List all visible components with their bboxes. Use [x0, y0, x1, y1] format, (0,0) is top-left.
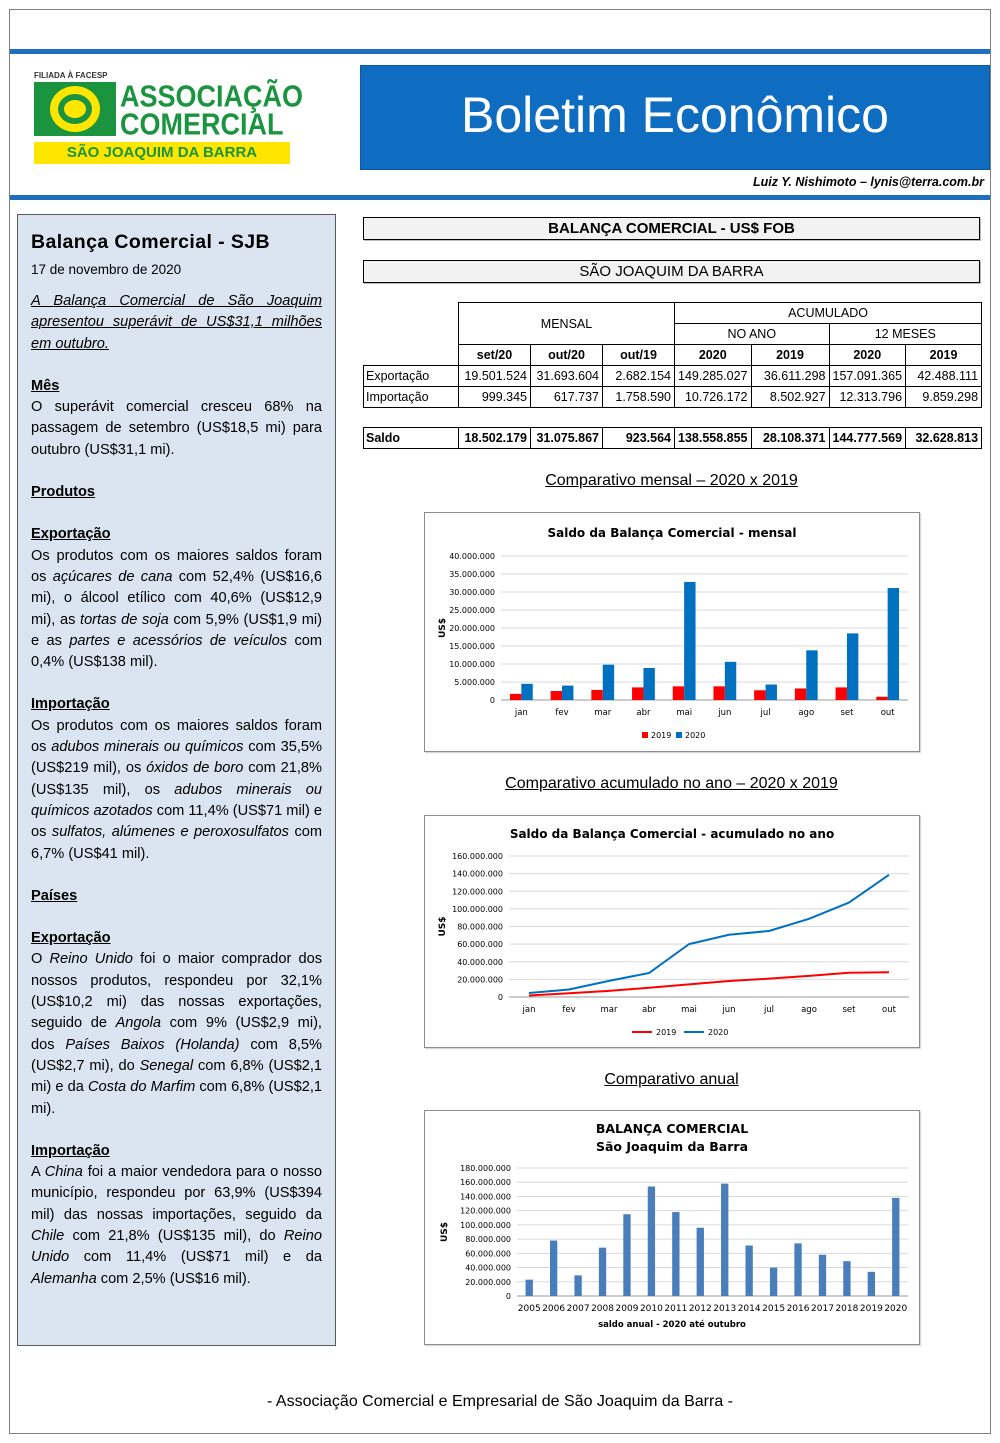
y-axis-label: US$: [438, 916, 448, 937]
bar-2019-mai: [673, 686, 684, 700]
article-title: Balança Comercial - SJB: [31, 231, 270, 253]
trade-balance-table: [363, 302, 982, 449]
y-tick-label: 20.000.000: [449, 624, 495, 633]
table-cell: 28.108.371: [751, 428, 829, 449]
bar-2019-ago: [795, 688, 806, 700]
article-intro: A Balança Comercial de São Joaquim apresentou superávit de US$31,1 milhões em outubro.: [31, 293, 322, 352]
heading-exportacao-produtos: Exportação: [31, 526, 111, 543]
header-acumulado: ACUMULADO: [675, 303, 982, 324]
bar-saldo-2015: [770, 1268, 777, 1296]
paragraph-importacao-paises: A China foi a maior vendedora para o nosso município, respondeu por 63,9% (US$394 mil) das nossas importações, seguido da Chile com 21,8% (US$135 mil), do Reino Unido com 11,4% (US$71 mil) e da Alemanha com 2,5% (US$16 mil).: [31, 1164, 322, 1287]
table-cell: 617.737: [531, 387, 603, 408]
bar-2020-abr: [643, 668, 654, 700]
heading-importacao-produtos: Importação: [31, 696, 110, 713]
bar-saldo-2010: [648, 1186, 655, 1296]
y-tick-label: 20.000.000: [465, 1277, 511, 1287]
x-tick-label: 2016: [786, 1304, 810, 1314]
table-cell: 923.564: [603, 428, 675, 449]
heading-paises: Países: [31, 887, 78, 904]
bar-2020-ago: [806, 650, 817, 700]
table-row: [364, 387, 982, 408]
x-axis-label: saldo anual - 2020 até outubro: [598, 1320, 746, 1330]
header-12-meses: 12 MESES: [829, 324, 982, 345]
column-header: out/19: [603, 345, 675, 366]
y-tick-label: 60.000.000: [457, 940, 503, 950]
x-tick-label: set: [840, 708, 854, 718]
table-cell: 9.859.298: [906, 387, 982, 408]
table-cell: 157.091.365: [829, 366, 906, 387]
bar-2020-jun: [725, 662, 736, 700]
chart-title: Saldo da Balança Comercial - acumulado no ano: [509, 827, 835, 841]
table-cell: 31.075.867: [531, 428, 603, 449]
top-rule: [10, 49, 990, 54]
y-tick-label: 160.000.000: [452, 852, 503, 861]
table-cell: 1.758.590: [603, 387, 675, 408]
x-tick-label: 2011: [664, 1304, 688, 1314]
x-tick-label: 2010: [639, 1304, 663, 1314]
bar-2019-set: [836, 687, 847, 700]
section-title-acumulado: Comparativo acumulado no ano – 2020 x 2019: [505, 775, 838, 792]
bar-saldo-2005: [526, 1280, 533, 1296]
x-tick-label: jul: [763, 1005, 775, 1015]
bar-2019-jun: [713, 686, 724, 700]
x-tick-label: mai: [681, 1005, 697, 1015]
x-tick-label: 2006: [542, 1304, 566, 1314]
y-tick-label: 160.000.000: [460, 1178, 511, 1188]
x-tick-label: mar: [600, 1005, 618, 1015]
table-cell: 36.611.298: [751, 366, 829, 387]
bar-saldo-2008: [599, 1248, 606, 1296]
bar-saldo-2009: [623, 1214, 630, 1296]
bar-2019-jan: [510, 694, 521, 700]
logo-word-comercial: COMERCIAL: [120, 107, 284, 142]
logo-city-bar: SÃO JOAQUIM DA BARRA: [34, 142, 290, 164]
chart-subtitle: São Joaquim da Barra: [595, 1139, 749, 1154]
chart-monthly: [424, 512, 920, 752]
paragraph-exportacao-paises: O Reino Unido foi o maior comprador dos nossos produtos, respondeu por 32,1% (US$10,2 mi) das nossas exportações, seguido de Angola com 9% (US$2,9 mi), dos Países Baixos (Holanda) com 8,5% (US$2,7 mi), do Senegal com 6,8% (US$2,1 mi) e da Costa do Marfim com 6,8% (US$2,1 mi).: [31, 951, 322, 1117]
x-tick-label: jun: [718, 708, 732, 718]
x-tick-label: 2019: [859, 1304, 883, 1314]
heading-mes: Mês: [31, 377, 60, 394]
table-cell: 149.285.027: [675, 366, 752, 387]
legend-label: 2020: [685, 731, 706, 740]
x-tick-label: 2013: [713, 1304, 737, 1314]
x-tick-label: out: [882, 1005, 896, 1015]
x-tick-label: 2015: [762, 1304, 786, 1314]
x-tick-label: 2008: [591, 1304, 614, 1314]
bar-2020-jan: [521, 684, 532, 700]
legend-label: 2019: [651, 731, 672, 740]
x-tick-label: fev: [562, 1005, 576, 1015]
y-tick-label: 15.000.000: [449, 642, 495, 651]
legend-label: 2020: [708, 1028, 729, 1037]
column-header: 2019: [751, 345, 829, 366]
bar-saldo-2020: [892, 1198, 899, 1296]
y-tick-label: 140.000.000: [460, 1192, 511, 1202]
bar-2019-abr: [632, 687, 643, 700]
x-tick-label: ago: [798, 708, 815, 718]
chart-monthly-svg: [425, 513, 919, 751]
x-tick-label: 2020: [884, 1304, 908, 1314]
table-cell: 999.345: [459, 387, 531, 408]
association-logo: [34, 68, 304, 168]
y-tick-label: 35.000.000: [449, 570, 495, 579]
paragraph-mes: O superávit comercial cresceu 68% na passagem de setembro (US$18,5 mi) para outubro (US$31,1 mi).: [31, 399, 322, 458]
x-tick-label: jul: [760, 708, 771, 718]
article-panel: [17, 214, 336, 1346]
x-tick-label: 2005: [517, 1304, 541, 1314]
table-subtitle: SÃO JOAQUIM DA BARRA: [363, 260, 980, 283]
table-cell: 8.502.927: [751, 387, 829, 408]
bar-2020-set: [847, 633, 858, 700]
bulletin-title: Boletim Econômico: [360, 65, 990, 170]
row-label: Importação: [364, 387, 459, 408]
y-tick-label: 0: [505, 1292, 511, 1301]
section-title-mensal: Comparativo mensal – 2020 x 2019: [545, 472, 798, 489]
y-axis-label: US$: [438, 617, 448, 639]
page-footer: - Associação Comercial e Empresarial de São Joaquim da Barra -: [267, 1393, 733, 1410]
bar-2020-fev: [562, 686, 573, 700]
y-tick-label: 40.000.000: [457, 957, 503, 967]
y-tick-label: 0: [489, 696, 495, 705]
y-axis-label: US$: [440, 1221, 450, 1243]
bar-saldo-2006: [550, 1241, 557, 1296]
x-tick-label: abr: [641, 1005, 657, 1015]
chart-annual: [424, 1110, 920, 1345]
bar-saldo-2012: [697, 1228, 704, 1296]
y-tick-label: 80.000.000: [457, 922, 503, 932]
y-tick-label: 20.000.000: [457, 975, 503, 985]
legend-swatch-2019: [642, 732, 648, 738]
bar-saldo-2014: [745, 1246, 752, 1296]
chart-cumulative: [424, 815, 920, 1048]
bar-2020-mai: [684, 582, 695, 700]
table-row-saldo: [364, 428, 982, 449]
y-tick-label: 5.000.000: [454, 678, 495, 687]
logo-word-associacao: ASSOCIAÇÃO: [120, 79, 304, 114]
header-mensal: MENSAL: [459, 303, 675, 345]
bar-saldo-2017: [819, 1255, 826, 1296]
y-tick-label: 120.000.000: [452, 887, 503, 897]
header-no-ano: NO ANO: [675, 324, 830, 345]
logo-mark-icon: [34, 82, 116, 136]
y-tick-label: 25.000.000: [449, 606, 495, 615]
x-tick-label: 2014: [737, 1304, 761, 1314]
article-date: 17 de novembro de 2020: [31, 262, 182, 277]
column-header: set/20: [459, 345, 531, 366]
table-cell: 31.693.604: [531, 366, 603, 387]
table-row: [364, 366, 982, 387]
chart-annual-svg: [425, 1111, 919, 1344]
chart-cumulative-svg: [425, 816, 919, 1047]
bar-saldo-2016: [794, 1243, 801, 1296]
table-cell: 12.313.796: [829, 387, 906, 408]
bar-2019-out: [876, 697, 887, 700]
table-cell: 138.558.855: [675, 428, 752, 449]
y-tick-label: 30.000.000: [449, 588, 495, 597]
bar-saldo-2011: [672, 1212, 679, 1296]
table-title: BALANÇA COMERCIAL - US$ FOB: [363, 217, 980, 240]
section-title-anual: Comparativo anual: [604, 1071, 739, 1088]
y-tick-label: 0: [497, 993, 503, 1002]
author-credit: Luiz Y. Nishimoto – lynis@terra.com.br: [753, 175, 984, 189]
x-tick-label: ago: [801, 1005, 817, 1015]
column-header: 2019: [906, 345, 982, 366]
column-header: 2020: [829, 345, 906, 366]
bar-saldo-2019: [868, 1272, 875, 1296]
bar-2019-fev: [551, 691, 562, 700]
header-rule: [10, 195, 990, 200]
bar-2019-jul: [754, 690, 765, 700]
x-tick-label: abr: [636, 708, 651, 718]
line-series-2020: [529, 875, 889, 993]
x-tick-label: jan: [514, 708, 528, 718]
y-tick-label: 100.000.000: [460, 1220, 511, 1230]
x-tick-label: jan: [522, 1005, 536, 1015]
y-tick-label: 100.000.000: [452, 904, 503, 914]
x-tick-label: jun: [722, 1005, 736, 1015]
table-cell: 19.501.524: [459, 366, 531, 387]
y-tick-label: 60.000.000: [465, 1249, 511, 1259]
y-tick-label: 40.000.000: [449, 552, 495, 561]
y-tick-label: 10.000.000: [449, 660, 495, 669]
x-tick-label: 2009: [615, 1304, 639, 1314]
bar-saldo-2018: [843, 1261, 850, 1296]
chart-title: BALANÇA COMERCIAL: [595, 1121, 749, 1136]
bar-saldo-2007: [574, 1275, 581, 1296]
bar-2020-jul: [766, 685, 777, 700]
legend-label: 2019: [656, 1028, 677, 1037]
table-cell: 144.777.569: [829, 428, 906, 449]
legend-swatch-2020: [676, 732, 682, 738]
bar-2020-out: [888, 588, 899, 700]
table-cell: 42.488.111: [906, 366, 982, 387]
column-header: out/20: [531, 345, 603, 366]
x-tick-label: out: [880, 708, 895, 718]
y-tick-label: 120.000.000: [460, 1206, 511, 1216]
x-tick-label: mar: [594, 708, 612, 718]
y-tick-label: 140.000.000: [452, 869, 503, 879]
bar-2020-mar: [603, 665, 614, 700]
x-tick-label: 2018: [835, 1304, 859, 1314]
column-header: 2020: [675, 345, 752, 366]
x-tick-label: fev: [555, 708, 569, 718]
x-tick-label: 2017: [811, 1304, 834, 1314]
bar-2019-mar: [591, 690, 602, 700]
bar-saldo-2013: [721, 1184, 728, 1296]
row-label: Saldo: [364, 428, 459, 449]
heading-produtos: Produtos: [31, 484, 96, 501]
heading-exportacao-paises: Exportação: [31, 930, 111, 947]
line-series-2019: [529, 972, 889, 995]
y-tick-label: 40.000.000: [465, 1263, 511, 1273]
x-tick-label: mai: [676, 708, 693, 718]
table-cell: 2.682.154: [603, 366, 675, 387]
table-cell: 18.502.179: [459, 428, 531, 449]
heading-importacao-paises: Importação: [31, 1142, 110, 1159]
paragraph-exportacao-produtos: Os produtos com os maiores saldos foram os açúcares de cana com 52,4% (US$16,6 mi), o álcool etílico com 40,6% (US$12,9 mi), as tortas de soja com 5,9% (US$1,9 mi) e as partes e acessórios de veículos com 0,4% (US$138 mil).: [31, 547, 323, 671]
table-cell: 10.726.172: [675, 387, 752, 408]
y-tick-label: 80.000.000: [465, 1235, 511, 1245]
logo-tagline: FILIADA À FACESP: [34, 71, 108, 80]
table-cell: 32.628.813: [906, 428, 982, 449]
x-tick-label: 2012: [688, 1304, 712, 1314]
row-label: Exportação: [364, 366, 459, 387]
chart-title: Saldo da Balança Comercial - mensal: [547, 526, 797, 540]
x-tick-label: set: [842, 1005, 856, 1015]
x-tick-label: 2007: [566, 1304, 590, 1314]
paragraph-importacao-produtos: Os produtos com os maiores saldos foram os adubos minerais ou químicos com 35,5% (US$219 mil), os óxidos de boro com 21,8% (US$135 mil), os adubos minerais ou químicos azotados com 11,4% (US$71 mil) e os sulfatos, alúmenes e peroxosulfatos com 6,7% (US$41 mil).: [31, 717, 323, 862]
y-tick-label: 180.000.000: [460, 1164, 511, 1173]
